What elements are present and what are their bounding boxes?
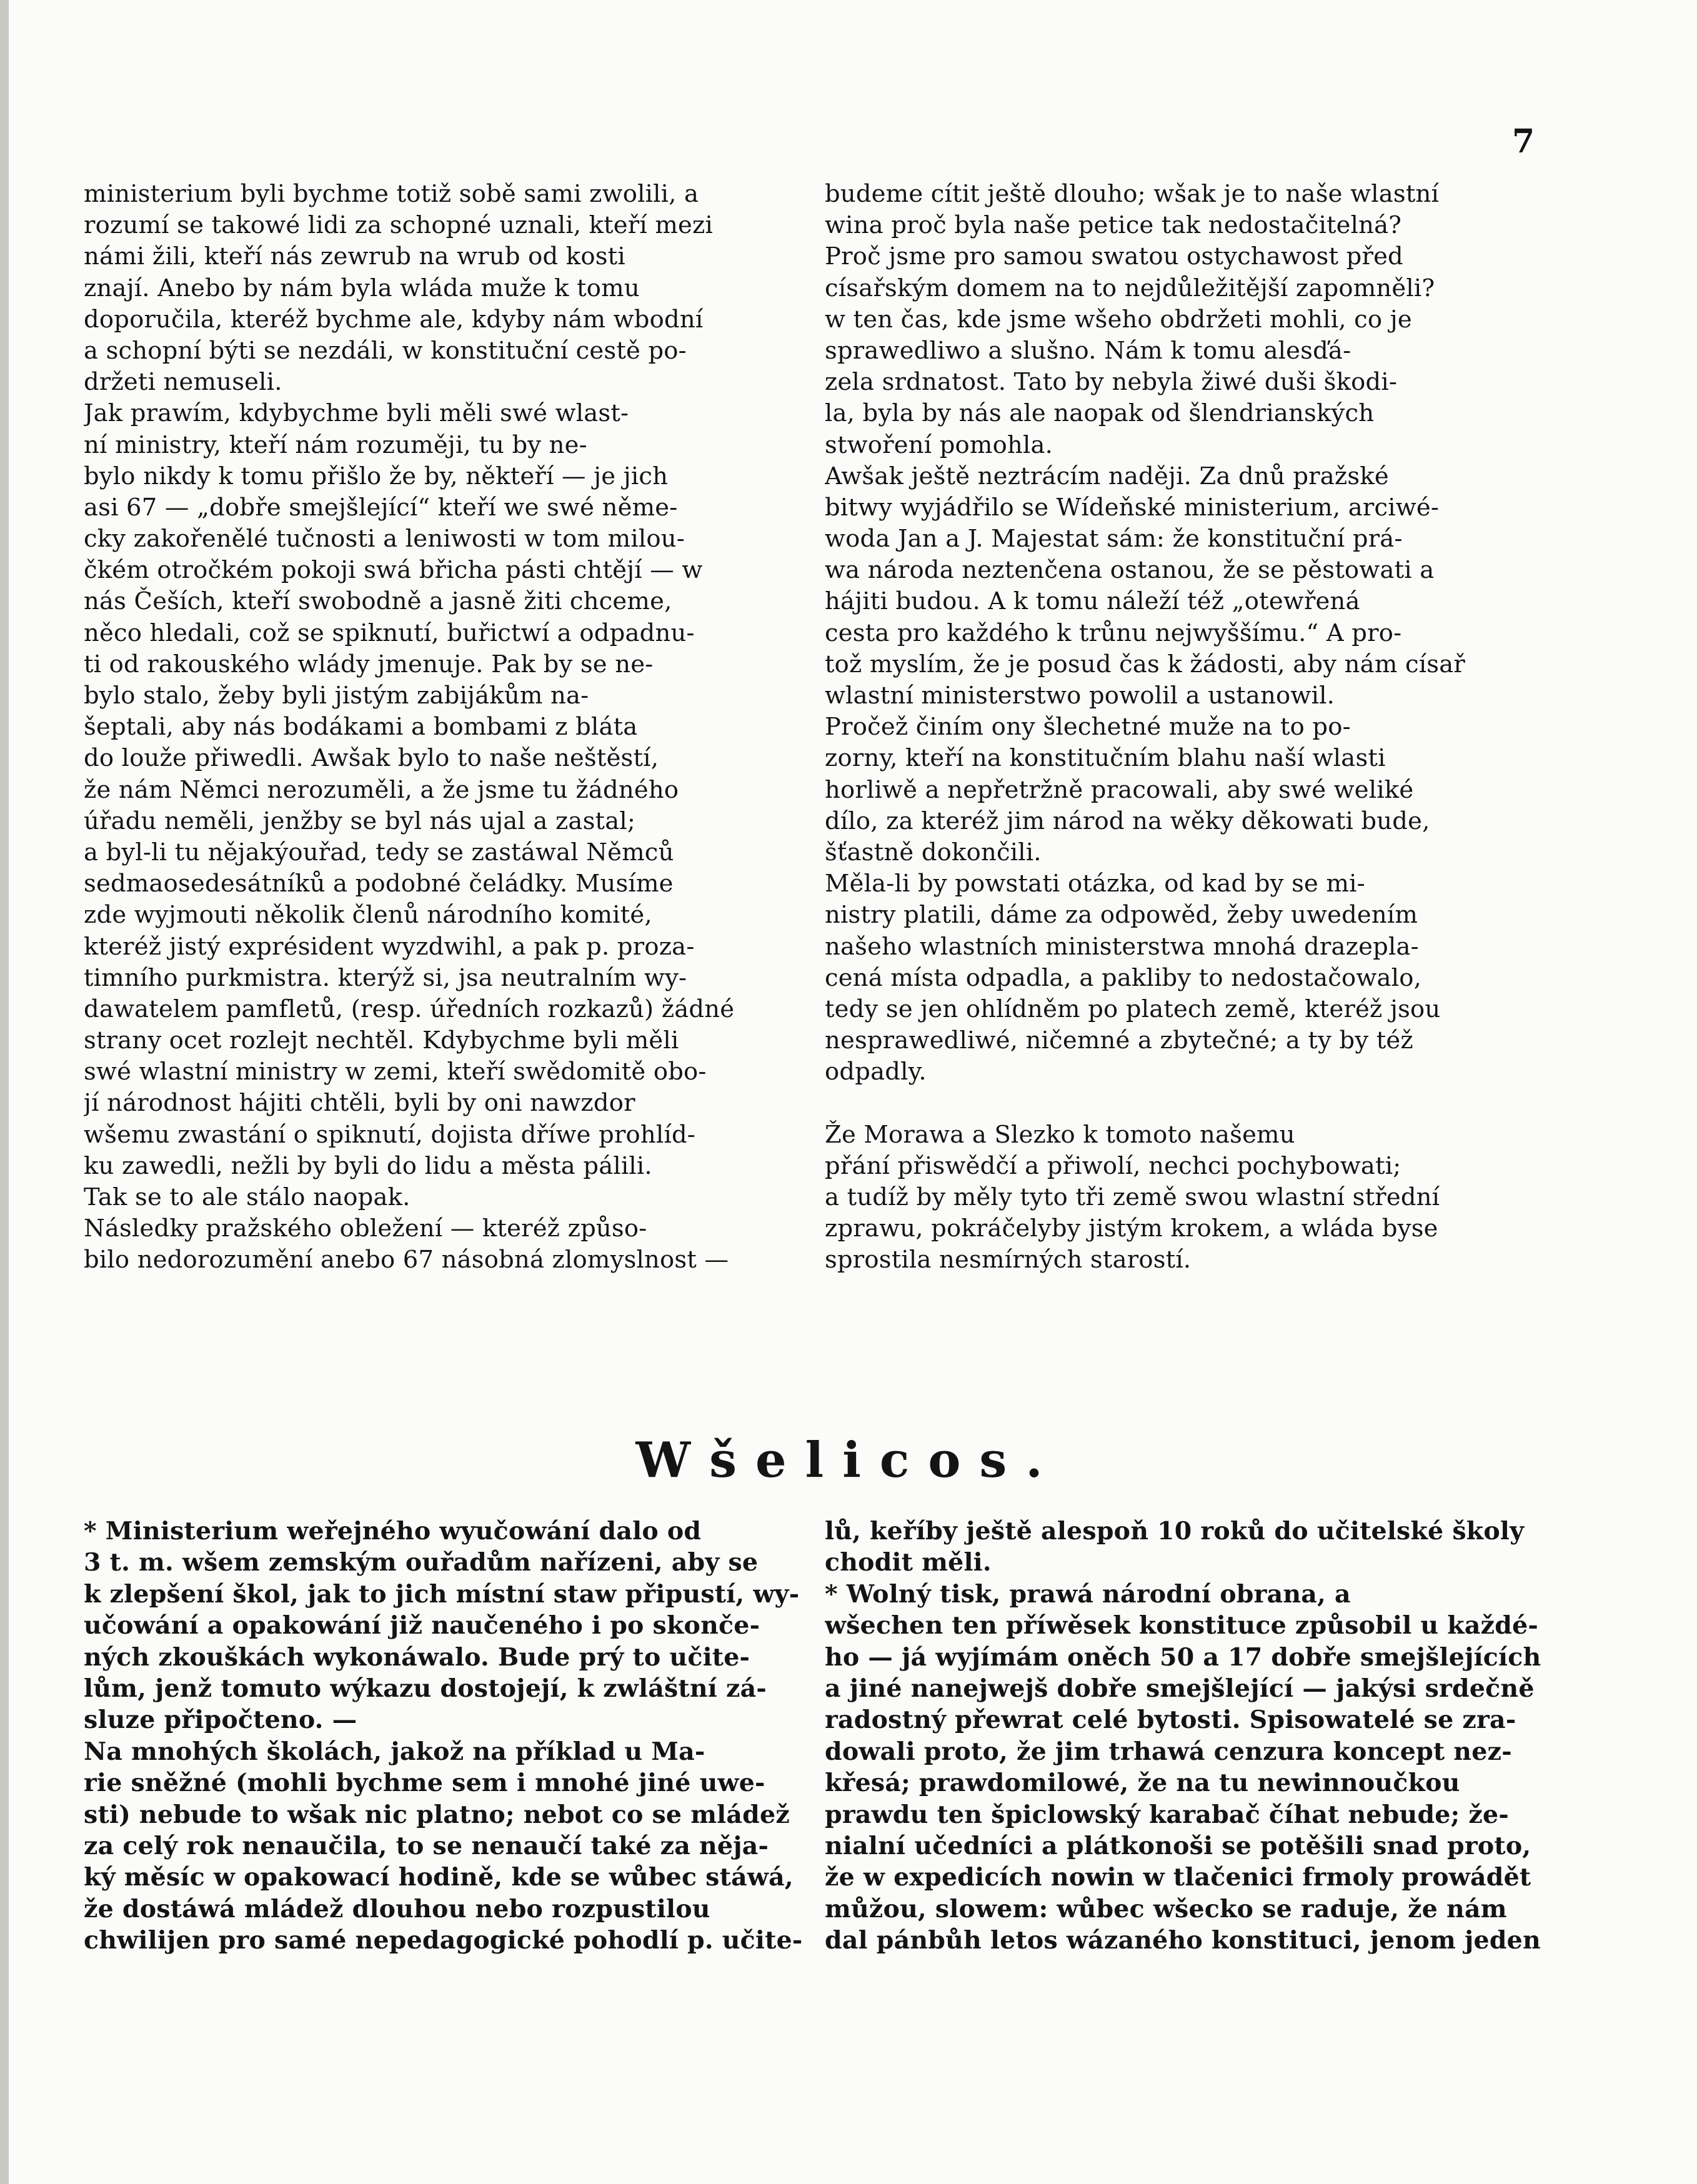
text-line: sluze připočteno. — xyxy=(84,1705,357,1735)
text-line: ných zkouškách wykonáwalo. Bude prý to učite- xyxy=(84,1642,750,1672)
text-line: a jiné nanejwejš dobře smejšlející — jakýsi srdečně xyxy=(825,1674,1535,1703)
text-line: šeptali, aby nás bodákami a bombami z bláta xyxy=(84,713,638,742)
text-line: císařským domem na to nejdůležitější zapomněli? xyxy=(825,274,1435,302)
text-line: něco hledali, což se spiknutí, buřictwí a odpadnu- xyxy=(84,618,695,647)
text-line: ti od rakouského wlády jmenuje. Pak by se ne- xyxy=(84,650,654,678)
text-line: bylo stalo, žeby byli jistým zabijákům na- xyxy=(84,682,589,710)
text-line: doporučila, kteréž bychme ale, kdyby nám wbodní xyxy=(84,305,704,334)
text-line: dílo, za kteréž jim národ na wěky děkowati bude, xyxy=(825,807,1430,835)
text-line: úřadu neměli, jenžby se byl nás ujal a zastal; xyxy=(84,807,636,835)
section-heading: Wšelicos. xyxy=(635,1432,1062,1489)
text-line: ministerium byli bychme totiž sobě sami zwolili, a xyxy=(84,180,699,208)
text-line: asi 67 — „dobře smejšlející“ kteří we swé něme- xyxy=(84,493,678,522)
text-line: sprostila nesmírných starostí. xyxy=(825,1246,1192,1274)
text-line: zela srdnatost. Tato by nebyla žiwé duši škodi- xyxy=(825,368,1398,397)
text-line: a tudíž by měly tyto tři země swou wlastní střední xyxy=(825,1183,1440,1211)
text-line: že dostáwá mládež dlouhou nebo rozpustilou xyxy=(84,1894,710,1923)
text-line: bylo nikdy k tomu přišlo že by, někteří — je jich xyxy=(84,462,669,490)
text-line: kteréž jistý exprésident wyzdwihl, a pak p. proza- xyxy=(84,932,695,961)
text-line: přání přiswědčí a přiwolí, nechci pochybowati; xyxy=(825,1151,1401,1180)
text-line: že nám Němci nerozuměli, a že jsme tu žádného xyxy=(84,775,679,804)
text-line: do louže přiwedli. Awšak bylo to naše neštěstí, xyxy=(84,744,659,773)
text-line: zde wyjmouti několik členů národního komité, xyxy=(84,901,652,930)
text-line: horliwě a nepřetržně pracowali, aby swé weliké xyxy=(825,775,1414,804)
text-line xyxy=(825,1088,1551,1119)
text-line: prawdu ten špiclowský karabač číhat nebude; že- xyxy=(825,1800,1509,1829)
text-line: lů, keříby ještě alespoň 10 roků do učitelské školy xyxy=(825,1517,1525,1546)
text-line: timního purkmistra. kterýž si, jsa neutralním wy- xyxy=(84,963,687,992)
text-line: čkém otročkém pokoji swá břicha pásti chtějí — w xyxy=(84,556,703,585)
text-line: znají. Anebo by nám byla wláda muže k tomu xyxy=(84,274,640,302)
text-line: 3 t. m. wšem zemským ouřadům nařízeni, aby se xyxy=(84,1548,759,1577)
text-line: za celý rok nenaučila, to se nenaučí také za něja- xyxy=(84,1831,769,1860)
text-line: hájiti budou. A k tomu náleží též „otewřená xyxy=(825,587,1360,616)
text-line: jí národnost hájiti chtěli, byli by oni nawzdor xyxy=(84,1089,635,1118)
text-line: budeme cítit ještě dlouho; wšak je to naše wlastní xyxy=(825,180,1440,208)
text-line: sti) nebude to wšak nic platno; nebot co se mládež xyxy=(84,1800,790,1829)
text-line: učowání a opakowání již naučeného i po skonče- xyxy=(84,1611,760,1640)
text-line: Pročež činím ony šlechetné muže na to po- xyxy=(825,713,1351,742)
text-line: wa národa neztenčena ostanou, že se pěstowati a xyxy=(825,556,1435,585)
text-line: rozumí se takowé lidi za schopné uznali, kteří mezi xyxy=(84,211,714,240)
text-line: nialní učedníci a plátkonoši se potěšili snad proto, xyxy=(825,1831,1531,1860)
text-line: sprawedliwo a slušno. Nám k tomu alesďá- xyxy=(825,336,1351,365)
text-line: Awšak ještě neztrácím naději. Za dnů pražské xyxy=(825,462,1389,490)
text-line: radostný přewrat celé bytosti. Spisowatelé se zra- xyxy=(825,1705,1516,1735)
text-line: Proč jsme pro samou swatou ostychawost před xyxy=(825,242,1403,271)
text-line: nás Češích, kteří swobodně a jasně žiti chceme, xyxy=(84,587,672,616)
text-line: stwoření pomohla. xyxy=(825,430,1053,459)
bottom-left-column xyxy=(84,1516,810,1956)
text-line: ku zawedli, nežli by byli do lidu a města pálili. xyxy=(84,1151,652,1180)
text-line: dal pánbůh letos wázaného konstituci, jenom jeden xyxy=(825,1926,1541,1955)
text-line: strany ocet rozlejt nechtěl. Kdybychme byli měli xyxy=(84,1026,679,1055)
text-line: tedy se jen ohlídněm po platech země, kteréž jsou xyxy=(825,995,1441,1023)
text-line: chodit měli. xyxy=(825,1548,992,1577)
text-line: ký měsíc w opakowací hodině, kde se wůbec stáwá, xyxy=(84,1863,794,1892)
text-line: dowali proto, že jim trhawá cenzura koncept nez- xyxy=(825,1737,1512,1766)
text-line: nistry platili, dáme za odpowěd, žeby uwedením xyxy=(825,901,1418,930)
text-line: šťastně dokončili. xyxy=(825,838,1042,866)
text-line: Na mnohých školách, jakož na příklad u Ma- xyxy=(84,1737,705,1766)
text-line: že w expedicích nowin w tlačenici frmoly prowádět xyxy=(825,1863,1531,1892)
text-line: swé wlastní ministry w zemi, kteří swědomitě obo- xyxy=(84,1058,707,1086)
text-line: tož myslím, že je posud čas k žádosti, aby nám císař xyxy=(825,650,1465,678)
text-line: k zlepšení škol, jak to jich místní staw připustí, wy- xyxy=(84,1579,800,1609)
text-line: Měla-li by powstati otázka, od kad by se mi- xyxy=(825,870,1365,898)
text-line: dawatelem pamfletů, (resp. úředních rozkazů) žádné xyxy=(84,995,735,1023)
text-line: bitwy wyjádřilo se Wídeňské ministerium, arciwé- xyxy=(825,493,1440,522)
text-line: a byl-li tu nějakýouřad, tedy se zastáwal Němců xyxy=(84,838,674,866)
text-line: w ten čas, kde jsme wšeho obdržeti mohli, co je xyxy=(825,305,1412,334)
text-line: chwilijen pro samé nepedagogické pohodlí p. učite- xyxy=(84,1926,803,1955)
text-line: bilo nedorozumění anebo 67 násobná zlomyslnost — xyxy=(84,1246,729,1274)
text-line: držeti nemuseli. xyxy=(84,368,282,397)
text-line: Tak se to ale stálo naopak. xyxy=(84,1183,411,1211)
text-line: wšechen ten příwěsek konstituce způsobil u každé- xyxy=(825,1611,1539,1640)
top-right-column xyxy=(825,179,1551,1276)
text-line: la, byla by nás ale naopak od šlendrianských xyxy=(825,399,1375,428)
text-line: woda Jan a J. Majestat sám: že konstituční prá- xyxy=(825,525,1403,553)
text-line: našeho wlastních ministerstwa mnohá drazepla- xyxy=(825,932,1419,961)
text-line: odpadly. xyxy=(825,1058,927,1086)
page-edge xyxy=(0,0,9,2184)
bottom-right-column xyxy=(825,1516,1551,1956)
text-line: wšemu zwastání o spiknutí, dojista dříwe prohlíd- xyxy=(84,1120,696,1149)
text-line: wina proč byla naše petice tak nedostačitelná? xyxy=(825,211,1402,240)
text-line: křesá; prawdomilowé, že na tu newinnoučkou xyxy=(825,1769,1460,1798)
text-line: wlastní ministerstwo powolil a ustanowil. xyxy=(825,682,1335,710)
text-line: sedmaosedesátníků a podobné čeládky. Musíme xyxy=(84,870,674,898)
text-line: a schopní býti se nezdáli, w konstituční cestě po- xyxy=(84,336,687,365)
text-line: Následky pražského obležení — kteréž způso- xyxy=(84,1214,647,1243)
text-line: námi žili, kteří nás zewrub na wrub od kosti xyxy=(84,242,625,271)
text-line: ní ministry, kteří nám rozuměji, tu by ne- xyxy=(84,430,587,459)
text-line: ho — já wyjímám oněch 50 a 17 dobře smejšlejících xyxy=(825,1642,1541,1672)
text-line: cesta pro každého k trůnu nejwyššímu.“ A pro- xyxy=(825,618,1402,647)
text-line: můžou, slowem: wůbec wšecko se raduje, že nám xyxy=(825,1894,1507,1923)
text-line: * Wolný tisk, prawá národní obrana, a xyxy=(825,1579,1351,1609)
top-left-column xyxy=(84,179,810,1276)
text-line: Jak prawím, kdybychme byli měli swé wlast- xyxy=(84,399,629,428)
page-number: 7 xyxy=(1512,122,1535,161)
text-line: lům, jenž tomuto wýkazu dostojejí, k zwláštní zá- xyxy=(84,1674,767,1703)
text-line: cky zakořenělé tučnosti a leniwosti w tom milou- xyxy=(84,525,685,553)
text-line: cená místa odpadla, a pakliby to nedostačowalo, xyxy=(825,963,1422,992)
text-line: * Ministerium weřejného wyučowání dalo od xyxy=(84,1517,702,1546)
text-line: rie sněžné (mohli bychme sem i mnohé jiné uwe- xyxy=(84,1769,765,1798)
text-line: zprawu, pokráčelyby jistým krokem, a wláda byse xyxy=(825,1214,1438,1243)
text-line: zorny, kteří na konstitučním blahu naší wlasti xyxy=(825,744,1386,773)
text-line: Že Morawa a Slezko k tomoto našemu xyxy=(825,1120,1295,1149)
text-line: nesprawedliwé, ničemné a zbytečné; a ty by též xyxy=(825,1026,1413,1055)
